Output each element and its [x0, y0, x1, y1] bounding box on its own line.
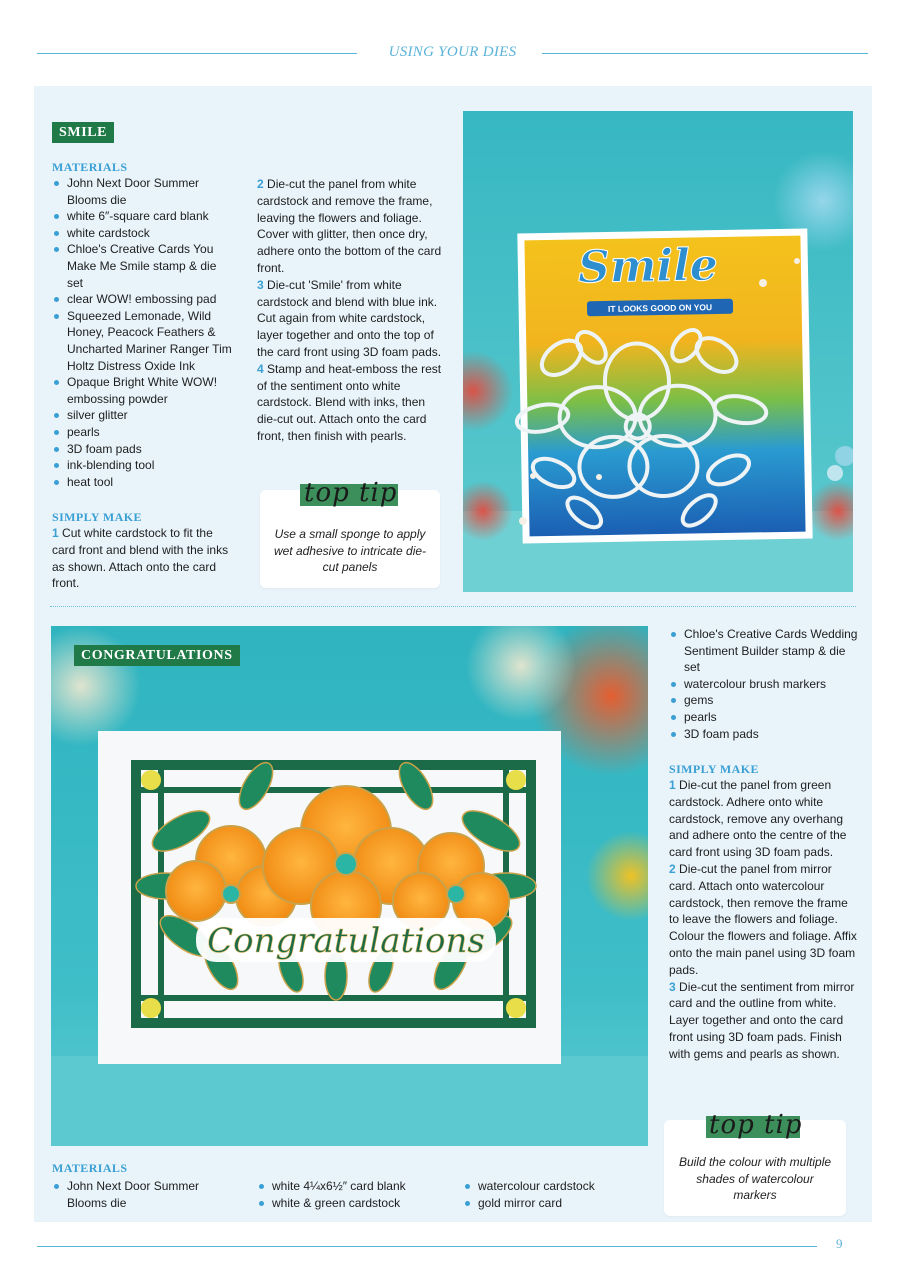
congrats-step-1 — [669, 777, 861, 861]
list-item: heat tool — [52, 474, 232, 491]
step-number: 2 — [669, 861, 676, 876]
list-item: white 6″-square card blank — [52, 208, 232, 225]
list-item: gold mirror card — [463, 1195, 643, 1212]
smile-materials-list — [52, 175, 232, 490]
list-item: gems — [669, 692, 859, 709]
page-number: 9 — [836, 1236, 843, 1251]
congrats-step-3 — [669, 979, 861, 1063]
smile-card-word: Smile — [577, 239, 719, 294]
smile-card-sentiment: IT LOOKS GOOD ON YOU — [607, 302, 713, 314]
congrats-card-photo — [51, 626, 648, 1146]
list-item: Chloe's Creative Cards Wedding Sentiment Builder stamp & die set — [669, 626, 859, 676]
top-tip-label: top tip — [709, 1110, 803, 1140]
congrats-step-2 — [669, 861, 861, 979]
step-text: Die-cut the sentiment from mirror card and the outline from white. Layer together and onto the card front using 3D foam pads. Finish with gems and pearls as shown. — [669, 979, 855, 1061]
step-text: Stamp and heat-emboss the rest of the sentiment onto white cardstock. Blend with inks, then die-cut out. Attach onto the card front, then finish with pearls. — [257, 361, 442, 443]
congrats-top-tip — [664, 1110, 846, 1216]
section-title: USING YOUR DIES — [388, 44, 517, 60]
smile-simply-make-heading: SIMPLY MAKE — [52, 510, 142, 524]
list-item: John Next Door Summer Blooms die — [52, 1178, 232, 1211]
list-item: Chloe's Creative Cards You Make Me Smile stamp & die set — [52, 241, 232, 291]
list-item: watercolour cardstock — [463, 1178, 643, 1195]
step-number: 1 — [52, 526, 59, 540]
list-item: pearls — [669, 709, 859, 726]
list-item: pearls — [52, 424, 232, 441]
list-item: silver glitter — [52, 407, 232, 424]
smile-step-4 — [257, 361, 443, 445]
list-item: clear WOW! embossing pad — [52, 291, 232, 308]
footer-rule — [37, 1246, 817, 1247]
step-text: Die-cut the panel from green cardstock. Adhere onto white cardstock, remove any overhang and adhere onto the centre of the card front using 3D foam pads. — [669, 778, 847, 860]
step-text: Die-cut 'Smile' from white cardstock and blend with blue ink. Cut again from white cardstock, layer together and onto the top of the card front using 3D foam pads. — [257, 277, 442, 359]
congrats-project-tag: CONGRATULATIONS — [74, 645, 240, 666]
list-item: ink-blending tool — [52, 457, 232, 474]
step-number: 4 — [257, 361, 264, 376]
step-number: 3 — [669, 979, 676, 994]
step-text: Cut white cardstock to fit the card front and blend with the inks as shown. Attach onto the card front. — [52, 526, 229, 591]
list-item: white cardstock — [52, 225, 232, 242]
smile-project-tag: SMILE — [52, 122, 114, 143]
smile-card-illustration — [463, 111, 853, 592]
congrats-steps — [669, 777, 861, 1063]
top-tip-label: top tip — [304, 478, 398, 508]
smile-step-3 — [257, 277, 443, 361]
smile-top-tip — [260, 478, 440, 588]
list-item: 3D foam pads — [52, 441, 232, 458]
congrats-materials-right — [669, 626, 859, 742]
congrats-materials-col1 — [52, 1178, 232, 1211]
step-number: 2 — [257, 177, 264, 191]
top-tip-text: Build the colour with multiple shades of watercolour markers — [678, 1155, 832, 1202]
list-item: 3D foam pads — [669, 726, 859, 743]
congrats-card-word: Congratulations — [207, 921, 485, 961]
list-item: watercolour brush markers — [669, 676, 859, 693]
smile-materials-heading: MATERIALS — [52, 160, 128, 174]
section-divider — [50, 606, 856, 607]
congrats-materials-col2 — [257, 1178, 447, 1211]
smile-step-2 — [257, 176, 443, 277]
step-number: 3 — [257, 277, 264, 292]
smile-steps-2-4 — [257, 176, 443, 445]
list-item: white 4¼x6½″ card blank — [257, 1178, 447, 1195]
top-tip-text: Use a small sponge to apply wet adhesive to intricate die-cut panels — [273, 527, 427, 574]
list-item: John Next Door Summer Blooms die — [52, 175, 232, 208]
list-item: Squeezed Lemonade, Wild Honey, Peacock Feathers & Uncharted Mariner Ranger Tim Holtz Distress Oxide Ink — [52, 308, 232, 374]
smile-step-1 — [52, 525, 234, 592]
step-number: 1 — [669, 778, 676, 792]
smile-card-photo — [463, 111, 853, 592]
list-item: white & green cardstock — [257, 1195, 447, 1212]
congrats-materials-heading: MATERIALS — [52, 1161, 128, 1175]
congrats-card-illustration — [51, 626, 648, 1146]
congrats-simply-make-heading: SIMPLY MAKE — [669, 762, 759, 776]
congrats-materials-col3 — [463, 1178, 643, 1211]
list-item: Opaque Bright White WOW! embossing powder — [52, 374, 232, 407]
step-text: Die-cut the panel from white cardstock and remove the frame, leaving the flowers and foliage. Cover with glitter, then once dry, adhere onto the bottom of the card front. — [257, 177, 442, 275]
step-text: Die-cut the panel from mirror card. Attach onto watercolour cardstock, then remove the frame to leave the flowers and foliage. Colour the flowers and foliage. Affix onto the main panel using 3D foam pads. — [669, 861, 857, 977]
